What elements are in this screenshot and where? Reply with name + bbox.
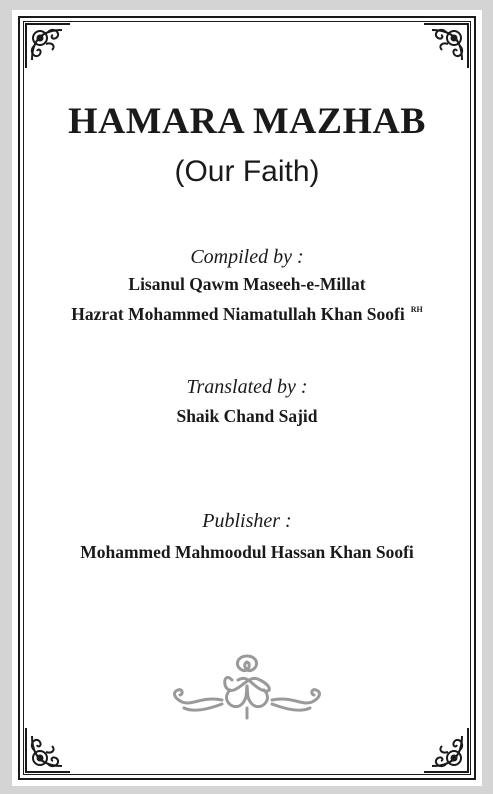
scroll-ornament-icon [162,650,332,722]
translator-name: Shaik Chand Sajid [176,406,318,426]
book-cover-page [12,10,482,786]
compiled-by-label: Compiled by : [190,246,304,268]
book-subtitle: (Our Faith) [174,155,320,188]
book-title: HAMARA MAZHAB [68,101,426,142]
compiler-name-line [12,304,482,325]
compiler-honorific: RH [410,305,423,314]
translated-by-label: Translated by : [186,376,308,398]
compiler-name: Hazrat Mohammed Niamatullah Khan Soofi [71,304,405,324]
floral-corner-icon [22,724,74,776]
publisher-label: Publisher : [202,510,292,532]
compiler-title: Lisanul Qawm Maseeh-e-Millat [128,274,366,294]
publisher-name: Mohammed Mahmoodul Hassan Khan Soofi [80,542,414,562]
floral-corner-icon [420,724,472,776]
floral-corner-icon [22,20,74,72]
floral-corner-icon [420,20,472,72]
